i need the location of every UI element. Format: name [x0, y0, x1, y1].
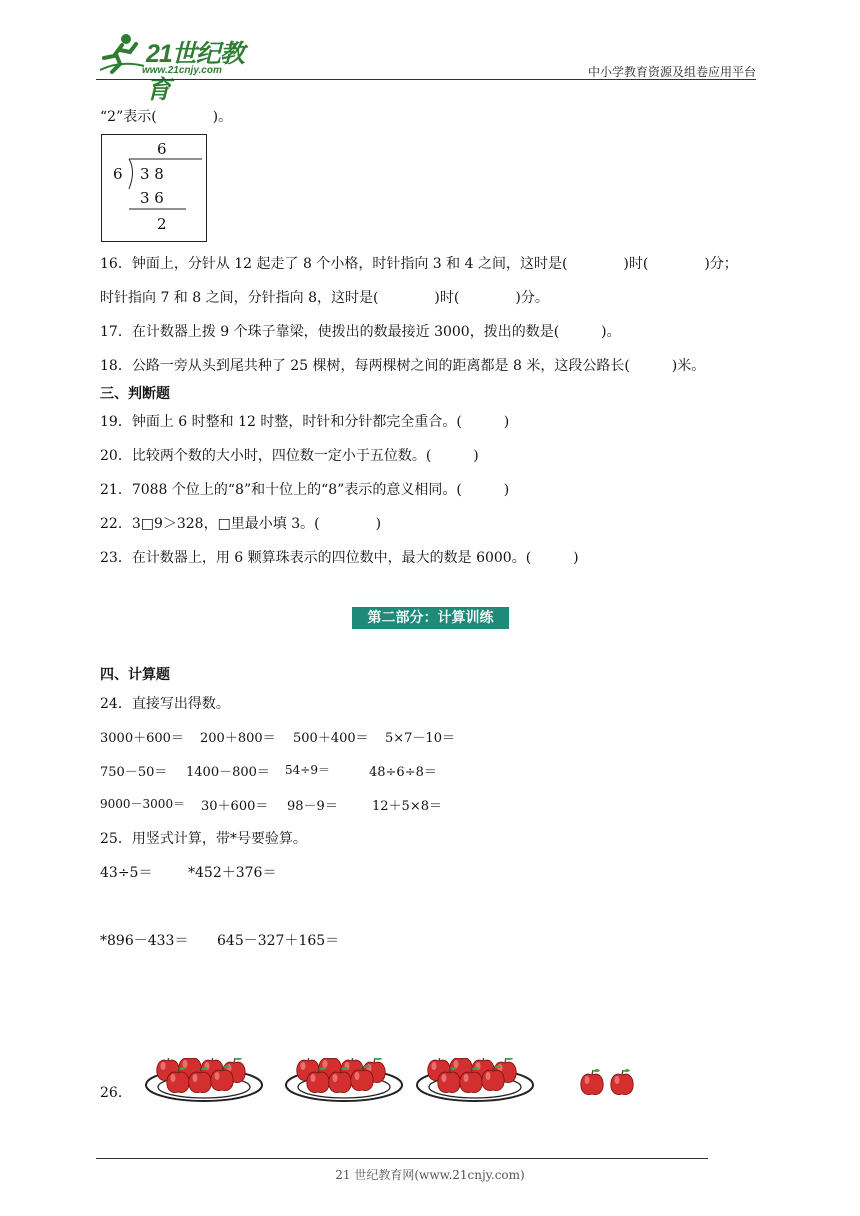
q26-label: 26． — [100, 1085, 132, 1101]
vertical-calc-4: 645－327＋165＝ — [217, 933, 340, 949]
platform-name: 中小学教育资源及组卷应用平台 — [587, 65, 756, 79]
division-lines — [102, 135, 206, 241]
calc-r2-c4: 48÷6÷8＝ — [369, 765, 437, 780]
division-quotient: 6 — [157, 140, 167, 158]
q20: 20．比较两个数的大小时，四位数一定小于五位数。( ) — [100, 448, 479, 464]
calc-r3-c3: 98－9＝ — [287, 799, 338, 814]
q23: 23．在计数器上，用 6 颗算珠表示的四位数中，最大的数是 6000。( ) — [100, 550, 579, 566]
part2-banner: 第二部分：计算训练 — [352, 607, 509, 629]
site-logo — [96, 30, 266, 104]
division-product: 3 6 — [140, 189, 164, 207]
q16-line2: 时针指向 7 和 8 之间，分针指向 8，这时是( )时( )分。 — [100, 290, 549, 306]
calc-r2-c3: 54÷9＝ — [285, 763, 330, 777]
q19: 19．钟面上 6 时整和 12 时整，时针和分针都完全重合。( ) — [100, 414, 510, 430]
section3-title: 三、判断题 — [100, 386, 170, 402]
calc-r1-c3: 500＋400＝ — [293, 731, 369, 746]
footer-text: 21 世纪教育网(www.21cnjy.com) — [335, 1168, 525, 1182]
q15-tail: “2”表示( )。 — [100, 109, 233, 125]
division-divisor: 6 — [113, 165, 123, 183]
q24: 24．直接写出得数。 — [100, 696, 230, 712]
long-division-figure — [101, 134, 207, 242]
calc-r1-c4: 5×7－10＝ — [385, 731, 455, 746]
q25: 25．用竖式计算，带*号要验算。 — [100, 831, 307, 847]
calc-r1-c1: 3000＋600＝ — [100, 731, 184, 746]
footer-divider — [96, 1158, 708, 1159]
runner-logo-icon — [96, 30, 146, 76]
calc-r1-c2: 200＋800＝ — [200, 731, 276, 746]
calc-r2-c1: 750－50＝ — [100, 765, 168, 780]
calc-r2-c2: 1400－800＝ — [186, 765, 270, 780]
q18: 18．公路一旁从头到尾共种了 25 棵树，每两棵树之间的距离都是 8 米，这段公路长( )米。 — [100, 358, 706, 374]
vertical-calc-3: *896－433＝ — [100, 933, 189, 949]
section4-title: 四、计算题 — [100, 667, 170, 683]
logo-url: www.21cnjy.com — [142, 65, 222, 76]
vertical-calc-2: *452＋376＝ — [188, 865, 277, 881]
logo-text: 21世纪教育 — [146, 40, 244, 104]
apple-plates-illustration — [140, 1058, 660, 1128]
q16-line1: 16．钟面上，分针从 12 起走了 8 个小格，时针指向 3 和 4 之间，这时是( )时( )分； — [100, 256, 738, 272]
header-divider — [96, 79, 756, 80]
calc-r3-c4: 12＋5×8＝ — [372, 799, 442, 814]
calc-r3-c2: 30＋600＝ — [201, 799, 269, 814]
division-remainder: 2 — [157, 215, 167, 233]
calc-r3-c1: 9000－3000＝ — [100, 797, 186, 811]
vertical-calc-1: 43÷5＝ — [100, 865, 153, 881]
q21: 21．7088 个位上的“8”和十位上的“8”表示的意义相同。( ) — [100, 482, 510, 498]
q17: 17．在计数器上拨 9 个珠子靠梁，使拨出的数最接近 3000，拨出的数是( )。 — [100, 324, 621, 340]
q22: 22．3□9＞328，□里最小填 3。( ) — [100, 516, 382, 532]
division-dividend: 3 8 — [140, 165, 164, 183]
